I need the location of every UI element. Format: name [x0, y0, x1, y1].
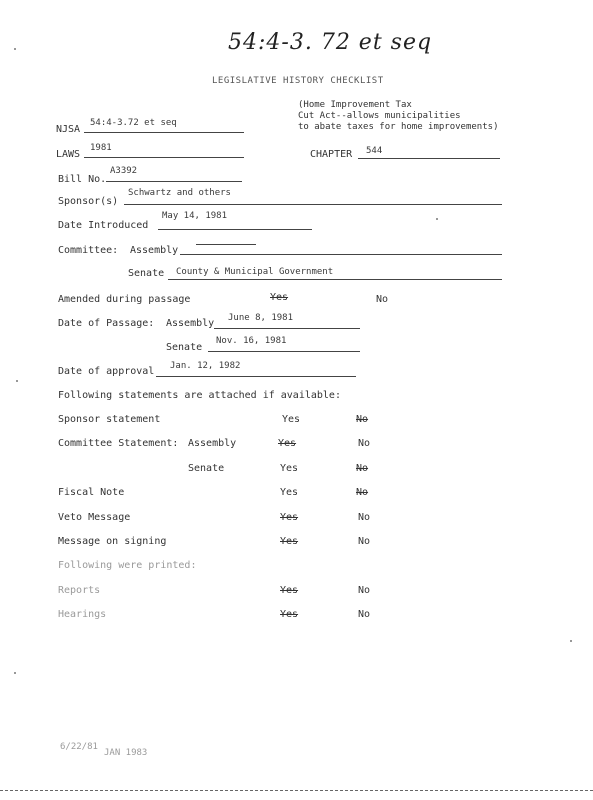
- page-title: LEGISLATIVE HISTORY CHECKLIST: [212, 76, 384, 86]
- committee-statement-senate-no: No: [356, 463, 369, 474]
- introduced-value: May 14, 1981: [162, 211, 228, 221]
- sponsor-label: Sponsor(s): [58, 196, 119, 207]
- njsa-label: NJSA: [56, 124, 81, 135]
- amended-label: Amended during passage: [58, 294, 191, 305]
- sponsor-statement-yes: Yes: [282, 414, 301, 425]
- scan-speck: [16, 380, 18, 382]
- passage-senate-value: Nov. 16, 1981: [216, 336, 287, 346]
- committee-statement-assembly-yes: Yes: [278, 438, 297, 449]
- printed-heading: Following were printed:: [58, 560, 197, 571]
- reports-no: No: [358, 585, 371, 596]
- reports-label: Reports: [58, 585, 101, 596]
- passage-assembly-label: Assembly: [166, 318, 215, 329]
- committee-statement-senate-label: Senate: [188, 463, 225, 474]
- passage-assembly-value: June 8, 1981: [228, 313, 294, 323]
- veto-message-yes: Yes: [280, 512, 299, 523]
- message-signing-no: No: [358, 536, 371, 547]
- committee-statement-senate-yes: Yes: [280, 463, 299, 474]
- laws-value: 1981: [90, 143, 112, 153]
- fiscal-note-no: No: [356, 487, 369, 498]
- sponsor-line: [124, 204, 502, 205]
- message-signing-label: Message on signing: [58, 536, 167, 547]
- approval-label: Date of approval: [58, 366, 155, 377]
- reports-yes: Yes: [280, 585, 299, 596]
- scan-speck: [570, 640, 572, 642]
- laws-label: LAWS: [56, 149, 81, 160]
- veto-message-no: No: [358, 512, 371, 523]
- chapter-label: CHAPTER: [310, 149, 353, 160]
- amended-no: No: [376, 294, 389, 305]
- committee-assembly-short-line: [196, 244, 256, 245]
- sponsor-value: Schwartz and others: [128, 188, 231, 198]
- committee-senate-line: [168, 279, 502, 280]
- chapter-line: [358, 158, 500, 159]
- committee-statement-assembly-no: No: [358, 438, 371, 449]
- bill-label: Bill No.: [58, 174, 107, 185]
- passage-label: Date of Passage:: [58, 318, 155, 329]
- footer-date: 6/22/81: [60, 742, 98, 752]
- sponsor-statement-label: Sponsor statement: [58, 414, 161, 425]
- passage-assembly-line: [214, 328, 360, 329]
- approval-value: Jan. 12, 1982: [170, 361, 241, 371]
- act-description: (Home Improvement Tax Cut Act--allows municipalities to abate taxes for home improvements): [298, 100, 499, 132]
- committee-label: Committee:: [58, 245, 119, 256]
- message-signing-yes: Yes: [280, 536, 299, 547]
- received-stamp: JAN 1983: [104, 748, 148, 758]
- veto-message-label: Veto Message: [58, 512, 131, 523]
- hearings-label: Hearings: [58, 609, 107, 620]
- chapter-value: 544: [366, 146, 383, 156]
- committee-senate-label: Senate: [128, 268, 165, 279]
- passage-senate-line: [208, 351, 360, 352]
- hearings-yes: Yes: [280, 609, 299, 620]
- bill-value: A3392: [110, 166, 138, 176]
- committee-statement-label: Committee Statement:: [58, 438, 179, 449]
- sponsor-statement-no: No: [356, 414, 369, 425]
- committee-assembly-label: Assembly: [130, 245, 179, 256]
- introduced-line: [158, 229, 312, 230]
- amended-yes: Yes: [270, 292, 289, 303]
- fiscal-note-yes: Yes: [280, 487, 299, 498]
- fiscal-note-label: Fiscal Note: [58, 487, 125, 498]
- committee-statement-assembly-label: Assembly: [188, 438, 237, 449]
- njsa-line: [84, 132, 244, 133]
- bottom-dashed-rule: [0, 790, 593, 793]
- scan-speck: [436, 218, 438, 220]
- njsa-value: 54:4-3.72 et seq: [90, 118, 177, 128]
- hearings-no: No: [358, 609, 371, 620]
- introduced-label: Date Introduced: [58, 220, 149, 231]
- committee-senate-value: County & Municipal Government: [176, 267, 334, 277]
- scan-speck: [14, 48, 16, 50]
- bill-line: [106, 181, 242, 182]
- passage-senate-label: Senate: [166, 342, 203, 353]
- laws-line: [84, 157, 244, 158]
- approval-line: [156, 376, 356, 377]
- handwritten-citation: 54:4-3. 72 et seq: [228, 30, 433, 55]
- committee-assembly-line: [180, 254, 502, 255]
- statements-heading: Following statements are attached if available:: [58, 390, 341, 401]
- scan-speck: [14, 672, 16, 674]
